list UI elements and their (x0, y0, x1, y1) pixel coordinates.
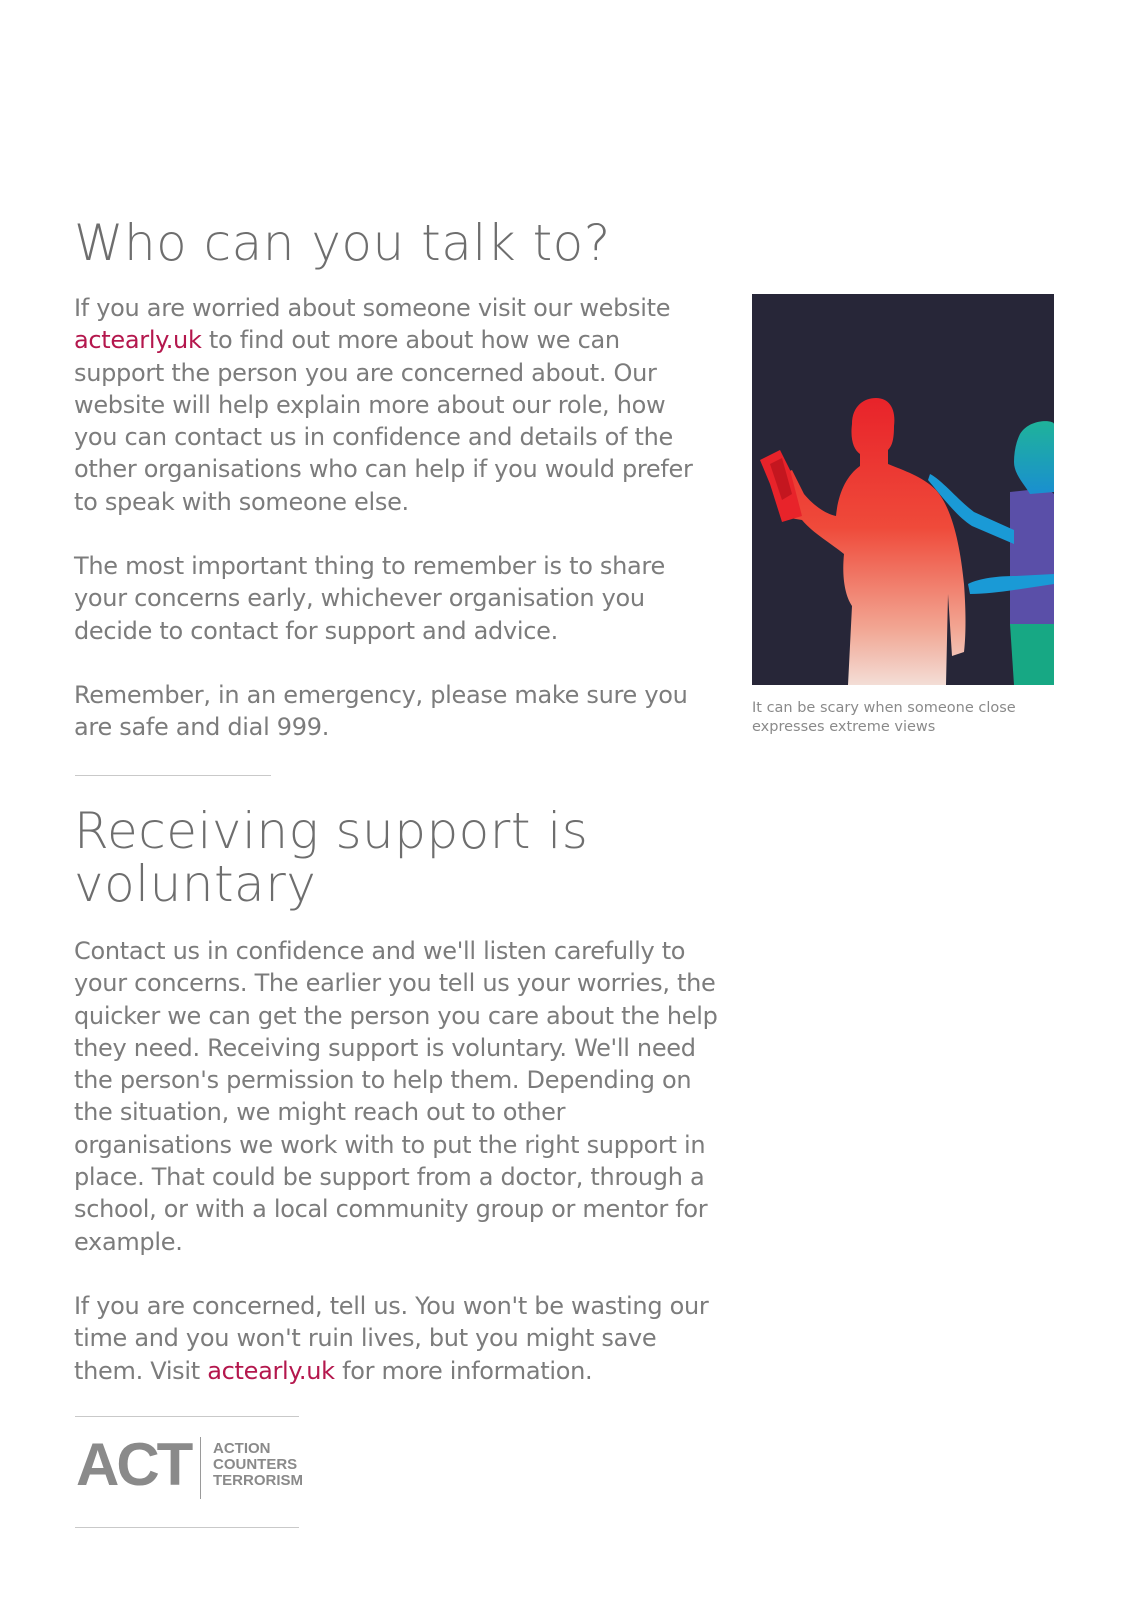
logo-bottom-divider (75, 1527, 299, 1528)
illustration-svg (752, 294, 1054, 685)
act-logo-mark: ACT (76, 1431, 191, 1498)
act-logo-text (213, 1441, 303, 1489)
illustration-caption: It can be scary when someone close expresses extreme views (752, 700, 1016, 735)
illustration-people (752, 294, 1054, 685)
share-concerns-paragraph: The most important thing to remember is to share your concerns early, whichever organisation you decide to contact for support and advice. (74, 552, 665, 645)
emergency-paragraph: Remember, in an emergency, please make sure you are safe and dial 999. (74, 681, 688, 742)
logo-divider (200, 1437, 201, 1499)
man-silhouette (782, 398, 966, 685)
closing-text-after: for more information. (334, 1356, 593, 1385)
actearly-link[interactable]: actearly.uk (74, 326, 202, 355)
intro-text-after: to find out more about how we can support the person you are concerned about. Our website will help explain more about our role, how you can contact us in confidence and details of the other organisations who can help if you would prefer to speak with someone else. (74, 326, 693, 516)
section-divider (75, 775, 271, 776)
logo-line-terrorism: TERRORISM (213, 1472, 303, 1489)
intro-text-before: If you are worried about someone visit our website (74, 294, 671, 322)
act-logo (76, 1431, 316, 1513)
closing-paragraph (74, 1290, 724, 1387)
logo-top-divider (75, 1416, 299, 1417)
actearly-link-2[interactable]: actearly.uk (207, 1356, 335, 1385)
woman-head-shape (1014, 421, 1054, 494)
receiving-support-paragraph: Contact us in confidence and we'll listen carefully to your concerns. The earlier you tell us your worries, the quicker we can get the person you care about the help they need. Receiving support is voluntary. We'll need the person's permission to help them. Depending on the situation, we might reach out to other organisations we work with to put the right support in place. That could be support from a doctor, through a school, or with a local community group or mentor for example. (74, 937, 718, 1256)
closing-text-before: If you are concerned, tell us. You won't be wasting our time and you won't ruin lives, but you might save them. Visit (74, 1292, 709, 1385)
section-title-who-can-you-talk-to: Who can you talk to? (74, 214, 611, 272)
intro-paragraph (74, 292, 714, 518)
logo-line-action: ACTION (213, 1440, 271, 1457)
section-title-receiving-support: Receiving support is voluntary (74, 802, 589, 913)
logo-line-counters: COUNTERS (213, 1456, 298, 1473)
woman-body-shape (1010, 488, 1054, 624)
woman-legs-shape (1010, 624, 1054, 685)
